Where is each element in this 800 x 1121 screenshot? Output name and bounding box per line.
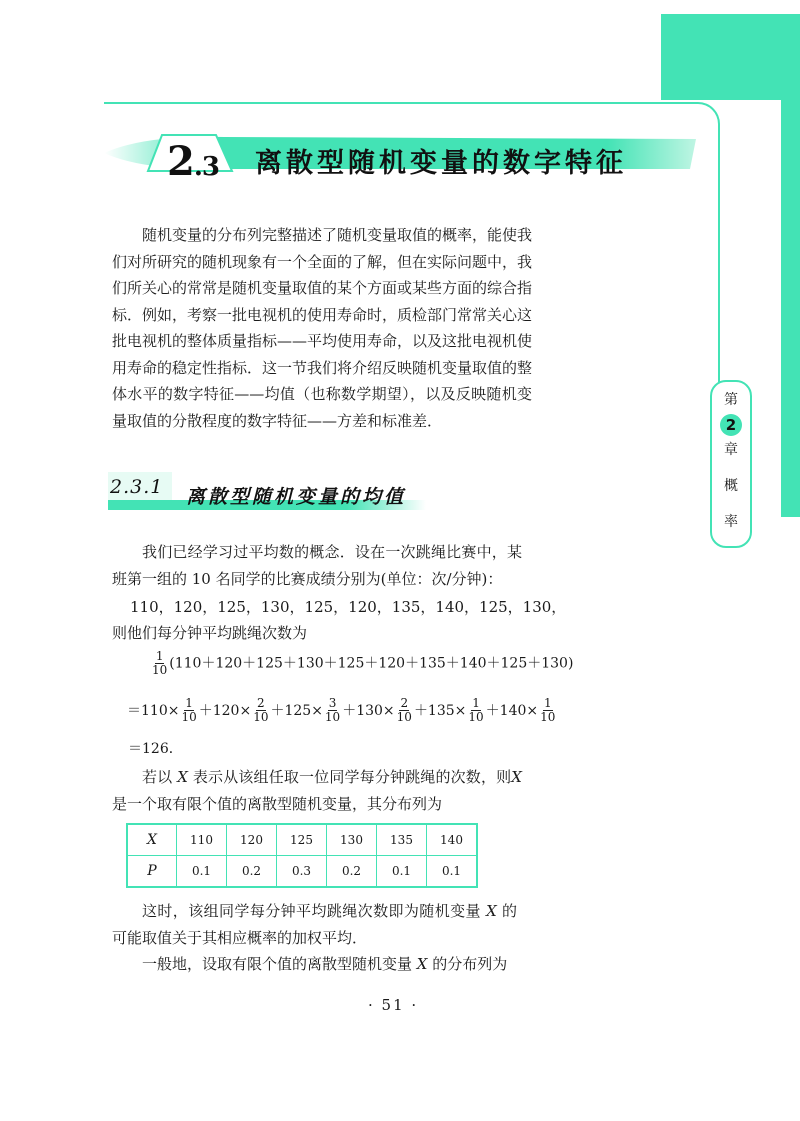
equation-result: ＝126． [128,741,183,757]
term-5: ＋135× $\frac{1}{10}$ [413,696,484,724]
table-cell: 130 [327,824,377,856]
table-cell: 110 [177,824,227,856]
table-header-p: P [127,856,177,888]
chapter-number-badge: 2 [720,414,742,436]
table-cell: 0.1 [377,856,427,888]
subsection-title: 离散型随机变量的均值 [186,486,407,508]
table-cell: 120 [227,824,277,856]
table-header-x: X [127,824,177,856]
section-number: 2.3 [167,138,219,185]
term-4: ＋130× $\frac{2}{10}$ [342,696,412,724]
body-paragraph-1: 我们已经学习过平均数的概念．设在一次跳绳比赛中，某班第一组的 10 名同学的比赛成绩分别为(单位：次/分钟)： [112,543,522,588]
chapter-side-label [710,380,752,548]
page-number: · 51 · [368,996,419,1014]
table-cell: 0.3 [277,856,327,888]
chapter-tab-right [781,100,800,517]
scores-list: 110，120，125，130，125，120，135，140，125，130， [130,598,567,616]
term-3: ＋125× $\frac{3}{10}$ [270,696,341,724]
body-paragraph-3: 若以 X 表示从该组任取一位同学每分钟跳绳的次数，则X 是一个取有限个值的离散型随机变量，其分布列为 [112,768,522,813]
body-paragraph-5: 一般地，设取有限个值的离散型随机变量 X 的分布列为 [142,955,508,973]
term-6: ＋140× $\frac{1}{10}$ [485,696,556,724]
subsection-number: 2.3.1 [110,476,164,498]
body-paragraph-4: 这时，该组同学每分钟平均跳绳次数即为随机变量 X 的可能取值关于其相应概率的加权平均． [112,902,517,947]
chapter-prefix: 第 [724,392,738,408]
table-row-p [127,856,477,888]
table-cell: 125 [277,824,327,856]
table-cell: 0.1 [427,856,478,888]
fraction: $\frac{1}{10}$ [152,649,168,677]
chapter-name-1: 概 [724,478,738,494]
intro-paragraph: 随机变量的分布列完整描述了随机变量取值的概率，能使我们对所研究的随机现象有一个全面的了解，但在实际问题中，我们所关心的常常是随机变量取值的某个方面或某些方面的综合指标．例如，考察一批电视机的使用寿命时，质检部门常常关心这批电视机的整体质量指标——平均使用寿命，以及这批电视机使用寿命的稳定性指标．这一节我们将介绍反映随机变量取值的整体水平的数字特征——均值（也称数学期望），以及反映随机变量取值的分散程度的数字特征——方差和标准差． [112,226,533,430]
table-cell: 0.1 [177,856,227,888]
term-2: ＋120× $\frac{2}{10}$ [198,696,269,724]
distribution-table [126,823,478,888]
section-title: 离散型随机变量的数字特征 [255,148,627,179]
equation-mean-sum: $\frac{1}{10}$ (110＋120＋125＋130＋125＋120＋135＋140＋125＋130) [152,649,574,677]
equation-weighted-sum [127,697,557,724]
frame-line [104,102,664,104]
table-cell: 135 [377,824,427,856]
term-1: ＝110× $\frac{1}{10}$ [127,696,197,724]
table-cell: 0.2 [327,856,377,888]
chapter-tab-top [661,14,800,100]
table-cell: 140 [427,824,478,856]
table-row-x [127,824,477,856]
chapter-name-2: 率 [724,514,738,530]
chapter-suffix: 章 [724,442,738,458]
body-paragraph-2: 则他们每分钟平均跳绳次数为 [112,624,308,642]
table-cell: 0.2 [227,856,277,888]
